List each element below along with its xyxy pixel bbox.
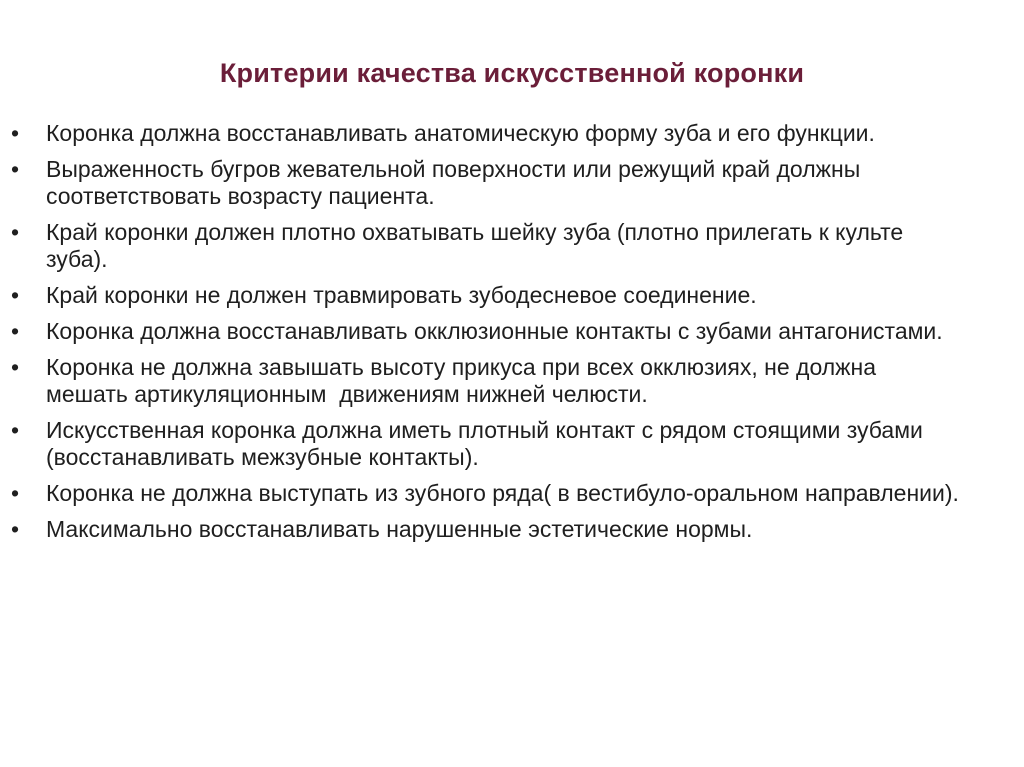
bullet-marker: •	[11, 354, 20, 380]
bullet-item	[0, 516, 1024, 543]
bullet-item	[0, 282, 1024, 309]
bullet-text: Коронка не должна выступать из зубного ряда( в вестибуло-оральном направлении).	[46, 480, 959, 506]
bullet-item	[0, 156, 1024, 210]
bullet-item	[0, 120, 1024, 147]
bullet-text: Максимально восстанавливать нарушенные эстетические нормы.	[46, 516, 753, 542]
bullet-marker: •	[11, 156, 20, 182]
bullet-marker: •	[11, 219, 20, 245]
bullet-item	[0, 219, 1024, 273]
bullet-text: Край коронки должен плотно охватывать шейку зуба (плотно прилегать к культе зуба).	[46, 219, 910, 272]
bullet-text: Искусственная коронка должна иметь плотный контакт с рядом стоящими зубами (восстанавливать межзубные контакты).	[46, 417, 930, 470]
bullet-list	[0, 120, 1024, 552]
bullet-marker: •	[11, 480, 20, 506]
bullet-item	[0, 480, 1024, 507]
bullet-text: Коронка не должна завышать высоту прикуса при всех окклюзиях, не должна мешать артикуляционным движениям нижней челюсти.	[46, 354, 883, 407]
bullet-item	[0, 318, 1024, 345]
bullet-item	[0, 417, 1024, 471]
bullet-marker: •	[11, 417, 20, 443]
bullet-text: Коронка должна восстанавливать анатомическую форму зуба и его функции.	[46, 120, 875, 146]
bullet-text: Край коронки не должен травмировать зубодесневое соединение.	[46, 282, 757, 308]
bullet-marker: •	[11, 282, 20, 308]
bullet-text: Коронка должна восстанавливать окклюзионные контакты с зубами антагонистами.	[46, 318, 943, 344]
bullet-marker: •	[11, 120, 20, 146]
slide-title: Критерии качества искусственной коронки	[219, 58, 805, 88]
bullet-marker: •	[11, 516, 20, 542]
bullet-item	[0, 354, 1024, 408]
bullet-text: Выраженность бугров жевательной поверхности или режущий край должны соответствовать возрасту пациента.	[46, 156, 867, 209]
bullet-marker: •	[11, 318, 20, 344]
